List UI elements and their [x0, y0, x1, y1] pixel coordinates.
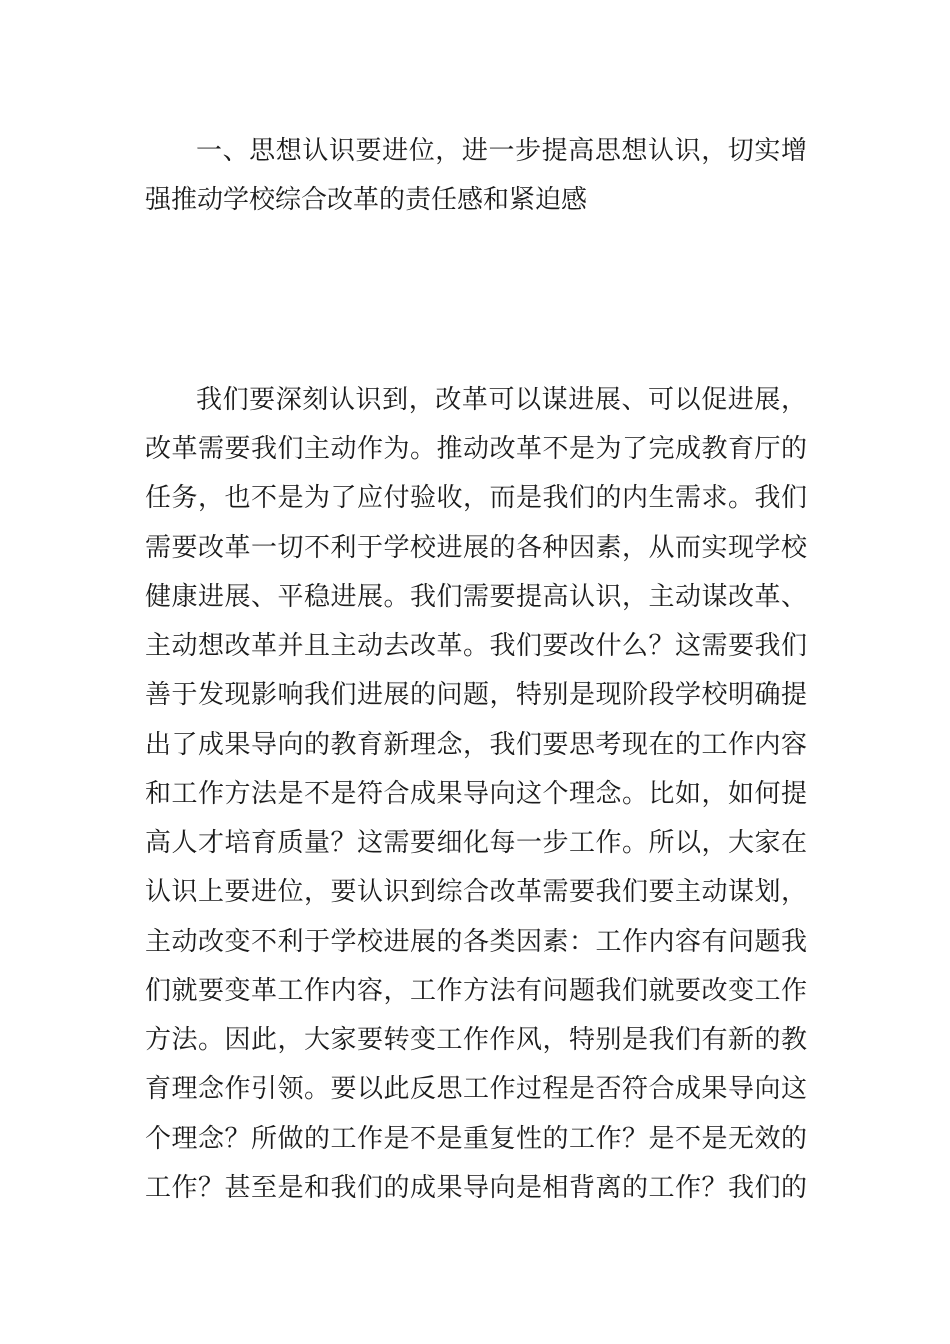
heading-line-1: 一、思想认识要进位，进一步提高思想认识，切实增: [196, 136, 807, 166]
paragraph-line-16: 个理念？所做的工作是不是重复性的工作？是不是无效的: [145, 1124, 807, 1154]
heading-line-2: 强推动学校综合改革的责任感和紧迫感: [145, 185, 588, 215]
paragraph-line-4: 需要改革一切不利于学校进展的各种因素，从而实现学校: [145, 533, 807, 563]
paragraph-line-17: 工作？甚至是和我们的成果导向是相背离的工作？我们的: [145, 1173, 807, 1203]
paragraph-line-1: 我们要深刻认识到，改革可以谋进展、可以促进展，: [196, 385, 807, 415]
paragraph-line-13: 们就要变革工作内容，工作方法有问题我们就要改变工作: [145, 976, 807, 1006]
paragraph-line-14: 方法。因此，大家要转变工作作风，特别是我们有新的教: [145, 1025, 807, 1055]
paragraph-line-10: 高人才培育质量？这需要细化每一步工作。所以，大家在: [145, 828, 807, 858]
paragraph-line-11: 认识上要进位，要认识到综合改革需要我们要主动谋划，: [145, 877, 807, 907]
paragraph-line-8: 出了成果导向的教育新理念，我们要思考现在的工作内容: [145, 730, 807, 760]
paragraph-line-9: 和工作方法是不是符合成果导向这个理念。比如，如何提: [145, 779, 807, 809]
paragraph-line-15: 育理念作引领。要以此反思工作过程是否符合成果导向这: [145, 1074, 807, 1104]
paragraph-line-7: 善于发现影响我们进展的问题，特别是现阶段学校明确提: [145, 680, 807, 710]
paragraph-line-5: 健康进展、平稳进展。我们需要提高认识，主动谋改革、: [145, 582, 807, 612]
paragraph-line-12: 主动改变不利于学校进展的各类因素：工作内容有问题我: [145, 927, 807, 957]
paragraph-line-2: 改革需要我们主动作为。推动改革不是为了完成教育厅的: [145, 434, 807, 464]
paragraph-line-6: 主动想改革并且主动去改革。我们要改什么？这需要我们: [145, 631, 807, 661]
paragraph-line-3: 任务，也不是为了应付验收，而是我们的内生需求。我们: [145, 483, 807, 513]
